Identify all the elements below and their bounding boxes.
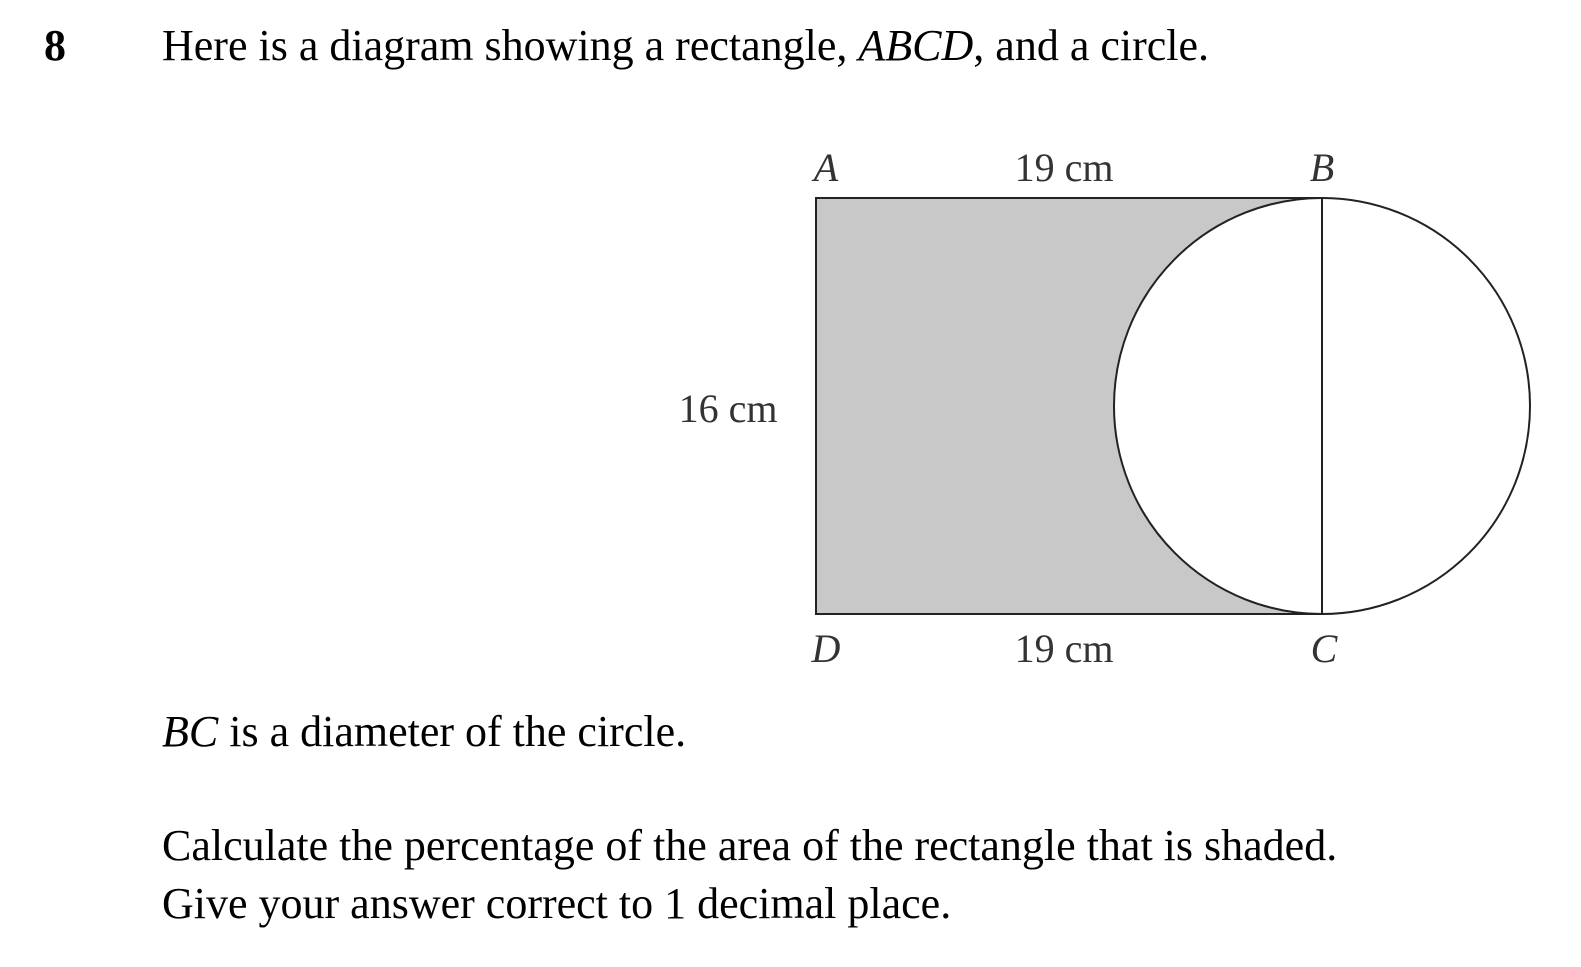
vertex-label-a: A <box>813 145 839 190</box>
diameter-name: BC <box>162 707 219 756</box>
diameter-text: is a diameter of the circle. <box>218 707 687 756</box>
vertex-label-d: D <box>811 626 841 671</box>
rectangle-name: ABCD <box>858 21 974 70</box>
vertex-label-c: C <box>1310 626 1338 671</box>
question-number: 8 <box>44 21 66 70</box>
task-line-2: Give your answer correct to 1 decimal place. <box>162 879 952 928</box>
left-side-length: 16 cm <box>678 386 778 431</box>
bottom-side-length: 19 cm <box>1014 626 1114 671</box>
intro-text-start: Here is a diagram showing a rectangle, <box>162 21 859 70</box>
vertex-label-b: B <box>1309 145 1335 190</box>
diameter-statement <box>162 704 686 760</box>
top-side-length: 19 cm <box>1014 145 1114 190</box>
intro-text-end: , and a circle. <box>973 21 1210 70</box>
task-line-1: Calculate the percentage of the area of the rectangle that is shaded. <box>162 821 1338 870</box>
